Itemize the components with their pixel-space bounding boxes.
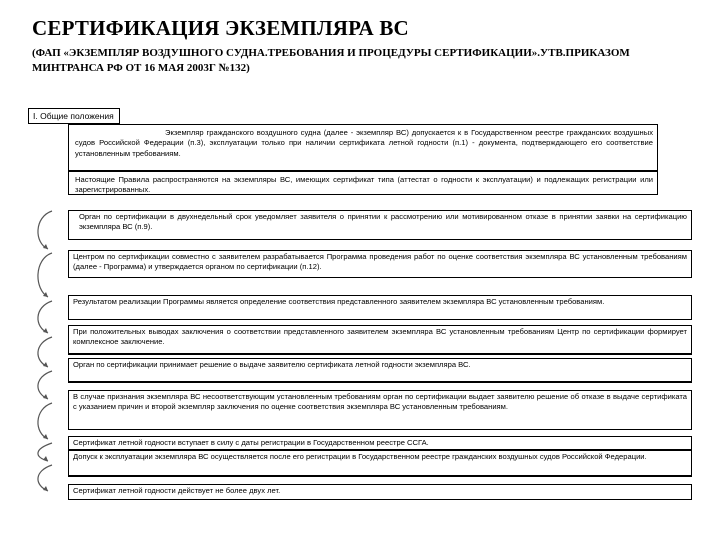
step-9-validity: Сертификат летной годности действует не более двух лет. <box>68 484 692 500</box>
flow-arrows <box>26 205 56 505</box>
page-subtitle: (ФАП «ЭКЗЕМПЛЯР ВОЗДУШНОГО СУДНА.ТРЕБОВАНИЯ И ПРОЦЕДУРЫ СЕРТИФИКАЦИИ».УТВ.ПРИКАЗОМ МИНТРАНСА РФ ОТ 16 МАЯ 2003Г №132) <box>32 47 630 74</box>
flow-arrow-8 <box>38 465 52 491</box>
step-5-decision: Орган по сертификации принимает решение о выдаче заявителю сертификата летной годности экземпляра ВС. <box>68 358 692 383</box>
step-7-certificate-effective: Сертификат летной годности вступает в силу с даты регистрации в Государственном реестре ССГА. <box>68 436 692 450</box>
intro-paragraph-1: Экземпляр гражданского воздушного судна (далее - экземпляр ВС) допускается к в Государственном реестре гражданских воздушных судов Российской Федерации (п.3), эксплуатации только при наличии сертификата летной годности (п.1) - документа, подтверждающего его соответствие установленным требованиям. <box>68 124 658 171</box>
flow-arrow-6 <box>38 403 52 439</box>
step-1-notification: Орган по сертификации в двухнедельный срок уведомляет заявителя о принятии к рассмотрению или мотивированном отказе в принятии заявки на сертификацию экземпляра ВС (п.9). <box>68 210 692 240</box>
step-8-operation-admission: Допуск к эксплуатации экземпляра ВС осуществляется после его регистрации в Государственном реестре гражданских воздушных судов Российской Федерации. <box>68 450 692 477</box>
step-6-refusal: В случае признания экземпляра ВС несоответствующим установленным требованиям орган по сертификации выдает заявителю решение об отказе в выдаче сертификата с указанием причин и второй экземпляр заключения по оценке соответствия экземпляра ВС установленным требованиям. <box>68 390 692 430</box>
flow-arrow-4 <box>38 337 52 367</box>
flow-arrow-1 <box>38 211 52 249</box>
page-title: СЕРТИФИКАЦИЯ ЭКЗЕМПЛЯРА ВС <box>32 16 409 40</box>
flow-arrow-2 <box>38 253 52 297</box>
intro-paragraph-2: Настоящие Правила распространяются на экземпляры ВС, имеющих сертификат типа (аттестат о годности к эксплуатации) и подлежащих регистрации или зарегистрированных. <box>68 171 658 195</box>
step-4-conclusion: При положительных выводах заключения о соответствии представленного заявителем экземпляра ВС установленным требованиям Центр по сертификации формирует комплексное заключение. <box>68 325 692 355</box>
section-label: I. Общие положения <box>28 108 120 124</box>
flow-arrow-5 <box>38 371 52 399</box>
step-2-program: Центром по сертификации совместно с заявителем разрабатывается Программа проведения работ по оценке соответствия экземпляра ВС установленным требованиям (далее - Программа) и утверждается органом по сертификации (п.12). <box>68 250 692 278</box>
step-3-result: Результатом реализации Программы является определение соответствия представленного заявителем экземпляра ВС установленным требованиям. <box>68 295 692 320</box>
flow-arrow-3 <box>38 301 52 333</box>
